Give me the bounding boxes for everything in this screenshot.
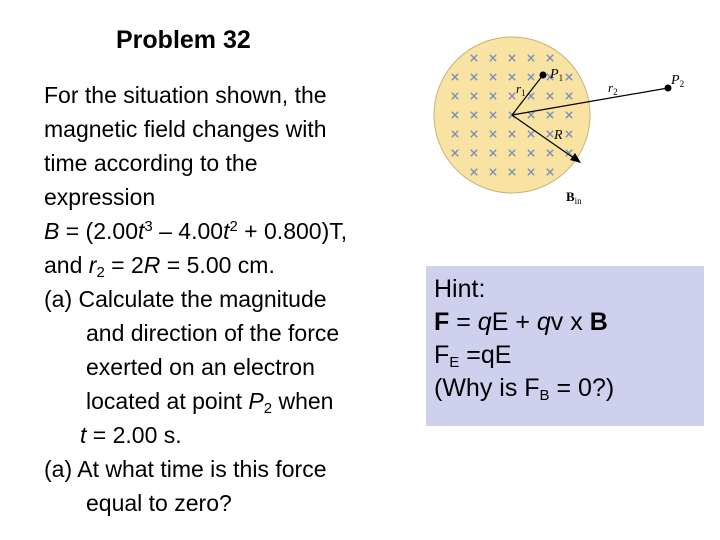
problem-line: expression	[44, 184, 156, 210]
eq-part: = 5.00 cm.	[160, 252, 275, 278]
eq-part: + 0.800)T,	[237, 218, 348, 244]
slide-title: Problem 32	[116, 26, 251, 54]
eq-subscript: 2	[96, 264, 105, 281]
eq-part: E	[494, 341, 512, 369]
hint-label: Hint:	[434, 275, 486, 303]
part-b-line: (a) At what time is this force	[44, 456, 327, 482]
eq-var: t	[137, 218, 145, 244]
eq-var: t	[80, 422, 87, 448]
problem-line: time according to the	[44, 150, 258, 176]
eq-part: = (2.00	[59, 218, 138, 244]
eq-part: F	[434, 341, 450, 369]
part-a-line: exerted on an electron	[86, 354, 315, 380]
eq-exponent: 2	[229, 218, 238, 235]
part-a-line	[44, 418, 434, 452]
eq-part: E	[491, 308, 509, 336]
eq-var: R	[143, 252, 161, 278]
label-r2: $r_2$	[608, 80, 618, 97]
text-part: located at point	[86, 388, 249, 414]
eq-var: P	[248, 388, 264, 414]
eq-exponent: 3	[144, 218, 153, 235]
part-b-line: equal to zero?	[86, 490, 232, 516]
eq-part: and	[44, 252, 89, 278]
eq-part: v x	[550, 308, 590, 336]
problem-line: For the situation shown, the	[44, 82, 327, 108]
label-R: R	[554, 128, 563, 143]
radius-equation	[44, 248, 434, 282]
part-a-line: and direction of the force	[86, 320, 340, 346]
hint-box	[426, 266, 704, 426]
eq-var: t	[223, 218, 230, 244]
eq-var: B	[44, 218, 60, 244]
problem-statement	[44, 78, 434, 520]
problem-line: magnetic field changes with	[44, 116, 327, 142]
eq-part: – 4.00	[152, 218, 224, 244]
eq-part: (Why is F	[434, 374, 540, 402]
text-part: = 2.00 s.	[86, 422, 182, 448]
hint-force-equation	[434, 307, 704, 340]
hint-electric-force	[434, 340, 704, 373]
part-a-line: (a) Calculate the magnitude	[44, 286, 327, 312]
eq-part: = 2	[104, 252, 144, 278]
eq-subscript: 2	[263, 400, 273, 417]
field-equation	[44, 214, 434, 248]
label-B-in: $B_{in}$	[566, 189, 582, 206]
eq-part: =	[449, 308, 478, 336]
eq-var: F	[434, 308, 450, 336]
point-P1-dot	[540, 72, 547, 79]
eq-var: q	[477, 308, 492, 336]
eq-var: B	[589, 308, 608, 336]
label-P1: $P_1$	[550, 67, 564, 83]
label-P2: $P_2$	[671, 73, 685, 89]
hint-question	[434, 373, 704, 406]
label-r1: $r_1$	[516, 81, 526, 98]
eq-var: q	[536, 308, 551, 336]
eq-subscript: B	[539, 387, 550, 404]
part-a-line	[44, 384, 434, 418]
magnetic-field-figure	[430, 30, 700, 210]
eq-part: =q	[459, 341, 495, 369]
eq-part: = 0?)	[549, 374, 615, 402]
eq-var: r	[88, 252, 97, 278]
eq-subscript: E	[449, 354, 460, 371]
text-part: when	[272, 388, 334, 414]
eq-part: +	[508, 308, 537, 336]
